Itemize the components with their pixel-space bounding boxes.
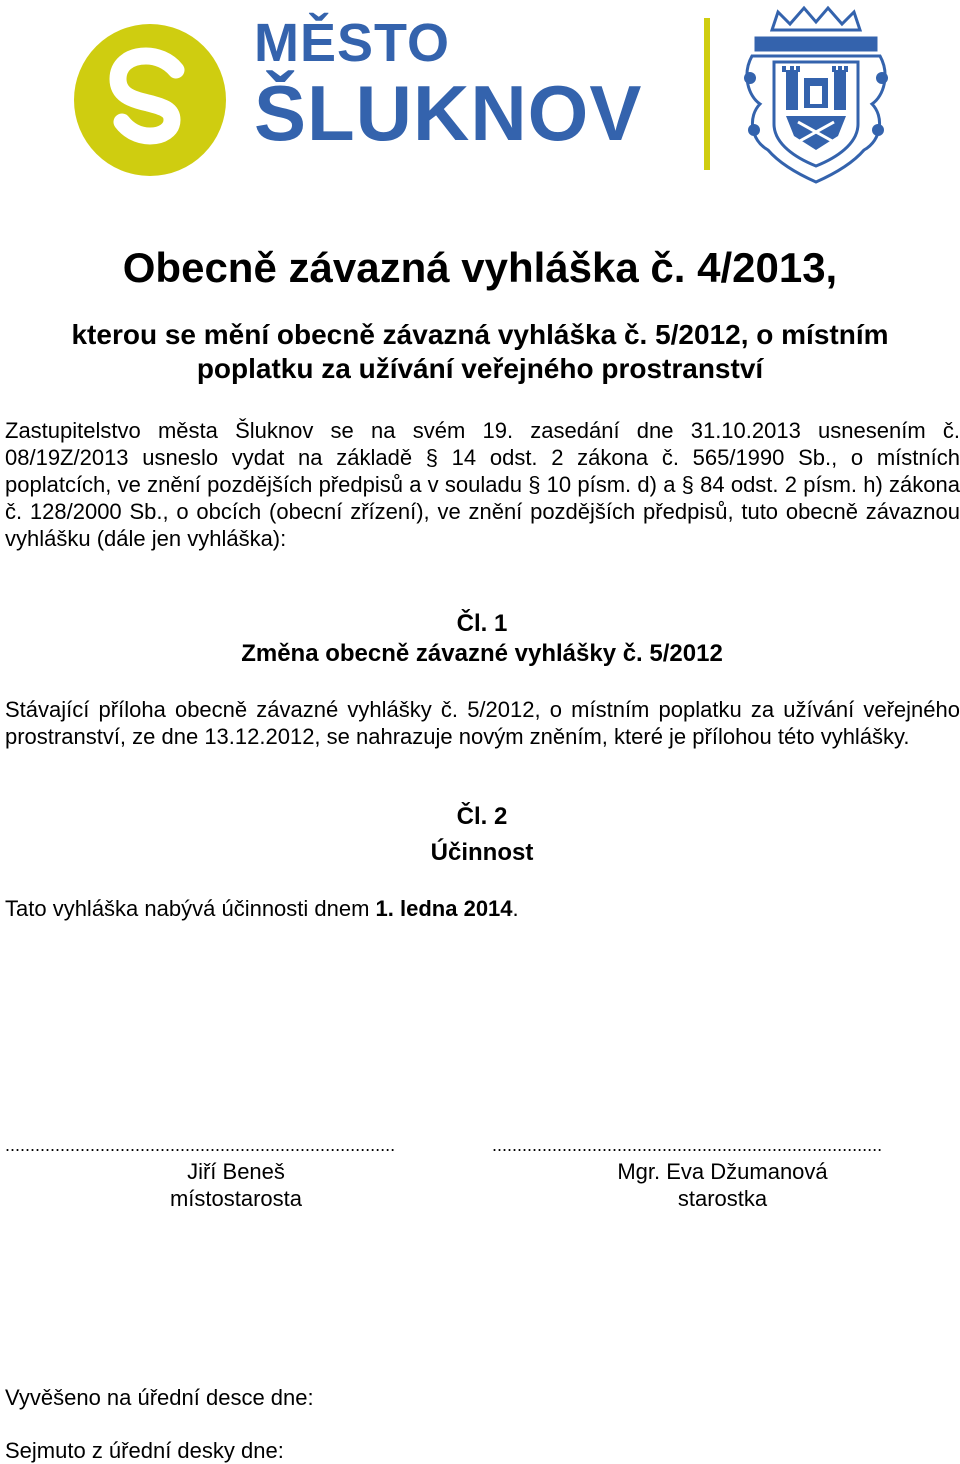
- header-logo-area: [0, 0, 960, 200]
- logo-divider: [704, 18, 710, 170]
- signature-line-left: ..............................................................................: [5, 1135, 396, 1155]
- removed-date-label: Sejmuto z úřední desky dne:: [5, 1438, 284, 1463]
- article2-number: Čl. 2: [456, 803, 508, 830]
- effective-date: 1. ledna 2014: [375, 896, 513, 921]
- subtitle-line2: poplatku za užívání veřejného prostranství: [196, 353, 764, 384]
- wordmark-line2: ŠLUKNOV: [254, 69, 643, 157]
- signature-block-left: [0, 1158, 472, 1212]
- article1-heading: Změna obecně závazné vyhlášky č. 5/2012: [241, 640, 723, 667]
- signatory-role: starostka: [677, 1186, 768, 1211]
- signature-block-right: [485, 1158, 960, 1212]
- article1-number: Čl. 1: [456, 610, 508, 637]
- posted-date-label: Vyvěšeno na úřední desce dne:: [5, 1385, 314, 1410]
- signatory-name: Jiří Beneš: [187, 1159, 285, 1184]
- effective-text: Tato vyhláška nabývá účinnosti dnem: [5, 896, 376, 921]
- signature-line-right: ..............................................................................: [492, 1135, 883, 1155]
- subtitle-line1: kterou se mění obecně závazná vyhláška č. 5/2012, o místním: [71, 319, 889, 350]
- s-logo-icon: [72, 22, 228, 178]
- wordmark-line1: MĚSTO: [254, 13, 451, 73]
- article1-text: Stávající příloha obecně závazné vyhlášky č. 5/2012, o místním poplatku za užívání veřejného prostranství, ze dne 13.12.2012, se nahrazuje novým zněním, které je přílohou této vyhlášky.: [5, 697, 960, 749]
- article2-heading: Účinnost: [430, 839, 534, 866]
- signatory-role: místostarosta: [169, 1186, 303, 1211]
- document-title: Obecně závazná vyhláška č. 4/2013,: [122, 244, 838, 291]
- document-subtitle: [0, 318, 960, 386]
- preamble-paragraph: Zastupitelstvo města Šluknov se na svém 19. zasedání dne 31.10.2013 usnesením č. 08/19Z/2013 usneslo vydat na základě § 14 odst. 2 zákona č. 565/1990 Sb., o místních poplatcích, ve znění pozdějších předpisů a v souladu § 10 písm. d) a § 84 odst. 2 písm. h) zákona č. 128/2000 Sb., o obcích (obecní zřízení), ve znění pozdějších předpisů, tuto obecně závaznou vyhlášku (dále jen vyhláška):: [5, 418, 960, 551]
- city-crest-icon: [738, 4, 894, 186]
- article2-text: [5, 895, 960, 922]
- signatory-name: Mgr. Eva Džumanová: [617, 1159, 828, 1184]
- effective-suffix: .: [512, 896, 519, 921]
- city-wordmark: [254, 13, 643, 157]
